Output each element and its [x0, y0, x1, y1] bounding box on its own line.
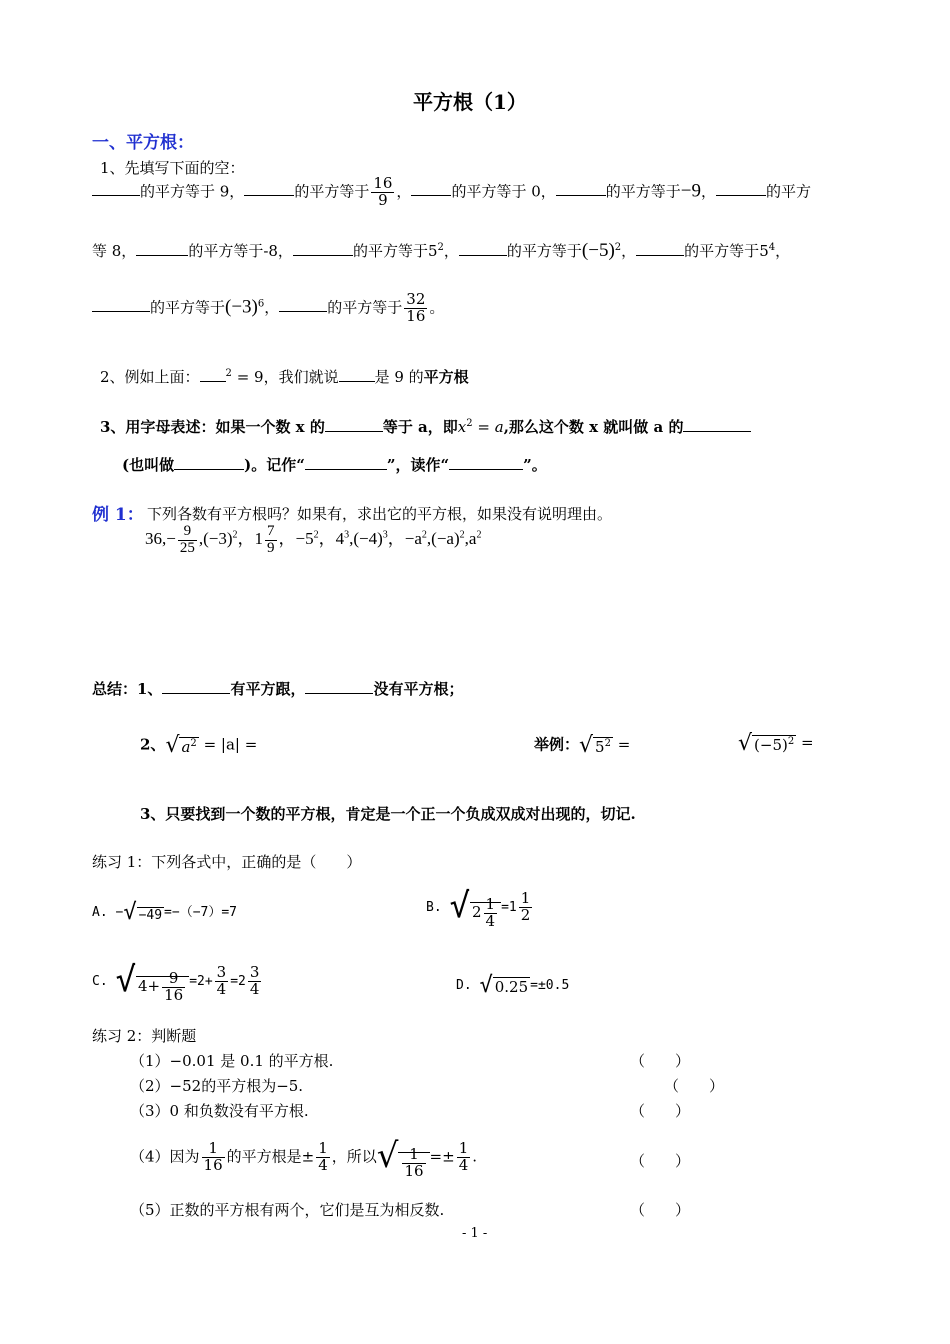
exponent: 2: [466, 418, 473, 429]
text: = 9，我们就说: [231, 368, 339, 386]
q1-prompt: 1、先填写下面的空：: [100, 159, 245, 177]
math: =: [612, 735, 631, 754]
math: =±0.5: [530, 978, 570, 993]
text: 。: [429, 298, 445, 317]
judge-item-1: （1）−0.01 是 0.1 的平方根.: [130, 1052, 334, 1070]
practice1-prompt: 练习 1：下列各式中，正确的是（ ）: [92, 853, 362, 871]
blank[interactable]: [92, 180, 140, 196]
text: 等于 a，即: [382, 418, 458, 436]
blank[interactable]: [411, 180, 451, 196]
sqrt: √ −49: [123, 900, 163, 925]
text: 2、例如上面：: [100, 368, 200, 386]
math: =2+: [189, 974, 213, 990]
exponent: 3: [382, 529, 388, 541]
option-a[interactable]: [92, 900, 237, 925]
math: 36,−: [145, 529, 176, 549]
text: 的平方等于: [605, 182, 681, 201]
blank[interactable]: [636, 240, 684, 256]
sqrt: √ 0.25: [479, 973, 529, 998]
text: (也叫做: [122, 456, 175, 474]
blank[interactable]: [136, 240, 188, 256]
exponent: 2: [225, 368, 232, 379]
blank[interactable]: [244, 180, 294, 196]
option-letter: A.: [92, 905, 108, 920]
math: =: [796, 733, 814, 752]
example-label: 例 1：: [92, 505, 144, 525]
page-title: 平方根（1）: [413, 90, 527, 114]
math: ,(−4): [349, 529, 383, 549]
math: 5: [759, 242, 769, 260]
fraction: $\frac{16}{9}$: [373, 174, 393, 209]
blank[interactable]: [305, 678, 373, 694]
option-c[interactable]: [92, 960, 263, 1003]
text: ，: [443, 242, 459, 260]
math: 5: [427, 242, 438, 260]
text: 的平方等于: [684, 242, 760, 260]
sqrt: √ $5^2$: [579, 733, 611, 758]
exponent: 2: [476, 529, 482, 541]
text: 没有平方根；: [373, 680, 464, 698]
text: 举例：: [534, 735, 580, 754]
text: 的平方等于-8，: [188, 242, 293, 260]
exponent: 2: [421, 529, 427, 541]
math: =: [472, 418, 495, 436]
blank[interactable]: [325, 416, 383, 432]
judge-paren-1[interactable]: （ ）: [630, 1052, 691, 1070]
math: ,(−3): [198, 529, 233, 549]
exponent: 2: [614, 242, 622, 253]
summary-line2-example2: [738, 731, 814, 756]
judge-item-4: （4）因为 $\frac{1}{16}$ 的平方根是± $\frac{1}{4}$ ，所以√ $\frac{1}{16}$ =± $\frac{1}{4}$ .: [130, 1136, 478, 1180]
math: ，4: [318, 529, 345, 549]
text: ，: [264, 298, 280, 317]
text: 是 9 的: [374, 368, 424, 386]
judge-paren-3[interactable]: （ ）: [630, 1102, 691, 1120]
math: ，1: [237, 529, 264, 549]
fraction: $\frac{7}{9}$: [267, 523, 275, 556]
blank[interactable]: [556, 180, 606, 196]
term: 平方根: [423, 368, 469, 386]
fraction: $\frac{1}{2}$: [520, 889, 531, 925]
judge-paren-2[interactable]: （ ）: [664, 1077, 725, 1095]
practice2-prompt: 练习 2：判断题: [92, 1027, 197, 1045]
math: (−3): [225, 296, 258, 318]
fraction: $\frac{1}{4}$: [318, 1139, 328, 1175]
math: (−5): [581, 240, 615, 261]
exponent: 2: [459, 529, 465, 541]
q3-line1: [100, 416, 751, 437]
blank[interactable]: [200, 366, 226, 382]
text: 2、: [140, 735, 166, 754]
q2-line: [100, 366, 469, 387]
exponent: 6: [257, 298, 265, 310]
math: =1: [501, 900, 517, 916]
page-number: - 1 -: [462, 1226, 488, 1241]
q3-line2: [122, 454, 547, 475]
math: a: [494, 418, 504, 436]
exponent: 4: [768, 242, 776, 253]
summary-line2-left: [140, 733, 257, 758]
exponent: 2: [232, 529, 238, 541]
sqrt: √ 4+ $\frac{9}{16}$: [115, 960, 189, 1003]
q1-line1: [92, 176, 811, 209]
q1-line3: [92, 292, 444, 325]
section-heading: 一、平方根：: [92, 133, 194, 153]
text: 的平方等于: [327, 298, 403, 317]
sqrt: √ 2 $\frac{1}{4}$: [449, 886, 501, 929]
judge-paren-4[interactable]: （ ）: [630, 1152, 691, 1170]
text: 总结：1、: [92, 680, 163, 698]
summary-line3: 3、只要找到一个数的平方根，肯定是一个正一个负成双成对出现的，切记.: [140, 805, 636, 823]
text: 有平方跟，: [230, 680, 306, 698]
text: ，: [621, 242, 637, 260]
blank[interactable]: [459, 240, 507, 256]
blank[interactable]: [293, 240, 353, 256]
text: ”，读作“: [386, 456, 450, 474]
math: −: [115, 905, 124, 920]
blank[interactable]: [92, 296, 150, 312]
blank[interactable]: [279, 296, 327, 312]
option-letter: C.: [92, 974, 108, 990]
sqrt: √ $\frac{1}{16}$: [377, 1136, 430, 1179]
text: 等 8，: [92, 242, 137, 260]
exponent: 2: [437, 242, 444, 253]
option-b[interactable]: [426, 886, 534, 929]
math: ,(−a): [426, 529, 460, 549]
blank[interactable]: [716, 180, 766, 196]
summary-line1: [92, 678, 463, 699]
fraction: $\frac{3}{4}$: [216, 963, 227, 999]
judge-item-3: （3）0 和负数没有平方根.: [130, 1102, 309, 1120]
blank[interactable]: [683, 416, 751, 432]
math: ,a: [464, 529, 477, 549]
judge-item-5: （5）正数的平方根有两个，它们是互为相反数.: [130, 1201, 445, 1219]
fraction: $\frac{1}{4}$: [458, 1139, 469, 1175]
summary-line2-example: [534, 733, 630, 758]
text: 的平方等于: [506, 242, 582, 260]
text: 的平方等于: [294, 182, 370, 201]
math: ，−a: [387, 529, 422, 549]
blank[interactable]: [305, 454, 387, 470]
text: 的平方等于: [150, 298, 226, 317]
sqrt: √ $a^2$: [165, 733, 197, 758]
text: ”。: [523, 456, 547, 474]
judge-item-2: （2）−52的平方根为−5.: [130, 1077, 304, 1095]
option-d[interactable]: [456, 973, 569, 998]
math: −9: [680, 180, 701, 202]
fraction: $\frac{1}{16}$: [203, 1139, 223, 1175]
text: )。记作“: [244, 456, 305, 474]
blank[interactable]: [339, 366, 375, 382]
text: ，: [396, 182, 412, 201]
text: ，: [775, 242, 791, 260]
text: 的平方等于 0，: [451, 182, 556, 201]
q1-line2: [92, 240, 790, 262]
blank[interactable]: [449, 454, 523, 470]
option-letter: B.: [426, 900, 442, 916]
example-items: [145, 524, 481, 557]
fraction: $\frac{3}{4}$: [249, 963, 260, 999]
math: = |a| =: [198, 735, 258, 754]
text: 的平方等于 9，: [140, 182, 245, 201]
math: ，−5: [278, 529, 314, 549]
text: ,那么这个数 x 就叫做 a 的: [503, 418, 684, 436]
text: 的平方: [766, 182, 812, 201]
sqrt: √ $(-5)^2$: [738, 731, 795, 756]
judge-paren-5[interactable]: （ ）: [630, 1201, 691, 1219]
fraction: $\frac{32}{16}$: [406, 290, 426, 325]
blank[interactable]: [162, 678, 230, 694]
exponent: 2: [313, 529, 319, 541]
fraction: $\frac{9}{25}$: [179, 523, 195, 556]
example-prompt: 下列各数有平方根吗？如果有，求出它的平方根，如果没有说明理由。: [147, 505, 613, 523]
text: ，: [700, 182, 716, 201]
math: =−（−7）=7: [164, 905, 238, 920]
blank[interactable]: [174, 454, 244, 470]
option-letter: D.: [456, 978, 472, 993]
text: 的平方等于: [352, 242, 428, 260]
exponent: 3: [344, 529, 350, 541]
math: x: [457, 418, 467, 436]
text: 3、用字母表述：如果一个数 x 的: [100, 418, 325, 436]
math: =2: [230, 974, 246, 990]
